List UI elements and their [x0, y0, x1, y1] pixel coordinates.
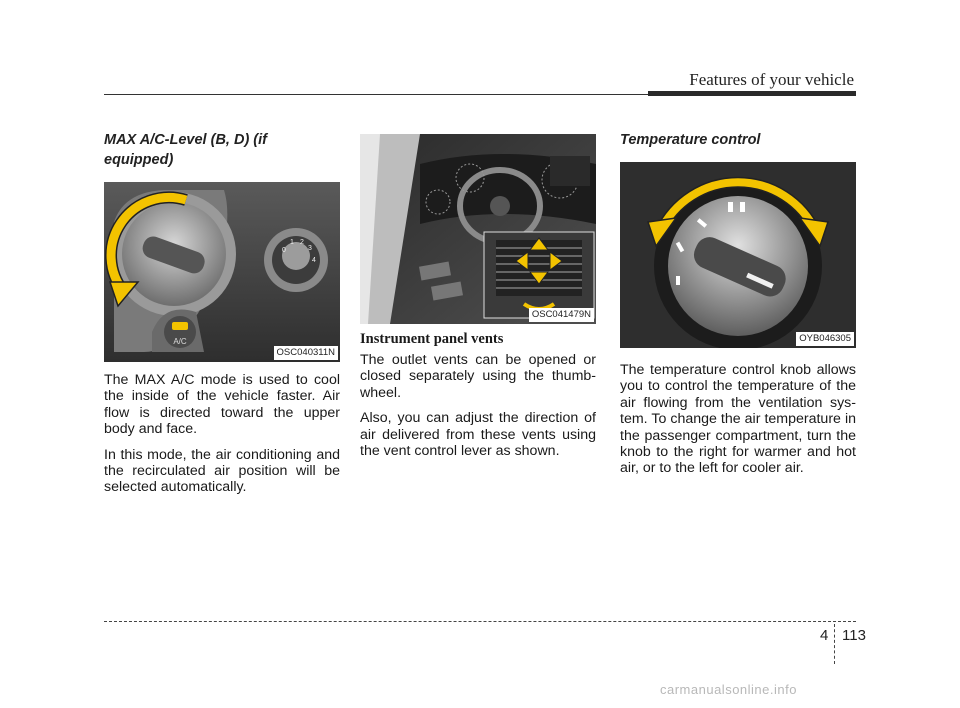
column-max-ac	[104, 130, 340, 496]
dial-number: 1	[290, 239, 294, 246]
dial-number: 2	[300, 239, 304, 246]
column-vents	[360, 134, 596, 459]
footer-rule	[104, 621, 856, 622]
figure-instrument-panel-vents	[360, 134, 596, 324]
temperature-knob-illustration	[620, 162, 856, 348]
paragraph: Also, you can adjust the direction of air delivered from these vents using the vent control lever as shown.	[360, 410, 596, 460]
max-ac-knob-illustration	[104, 182, 340, 362]
section-heading-max-ac: MAX A/C-Level (B, D) (if equipped)	[104, 132, 267, 168]
vents-illustration	[360, 134, 596, 324]
paragraph: The temperature control knob allows you to control the temperature of the air flowing from the ventilation sys-tem. To change the air temperature in the passenger compartment, turn the knob to the right for warmer and hot air, or to the left for cooler air.	[620, 362, 856, 477]
figure-code: OSC041479N	[529, 308, 594, 322]
section-heading-temperature: Temperature control	[620, 132, 761, 148]
figure-code: OSC040311N	[274, 346, 338, 360]
knob-label: A/C	[173, 337, 187, 346]
watermark: carmanualsonline.info	[660, 682, 797, 697]
header-rule-accent	[648, 91, 856, 96]
dial-number: 0	[282, 247, 286, 254]
page-divider	[834, 624, 835, 664]
figure-code: OYB046305	[796, 332, 854, 346]
chapter-number: 4	[820, 627, 829, 644]
figure-temperature-knob	[620, 162, 856, 348]
dial-number: 3	[308, 245, 312, 252]
header-title: Features of your vehicle	[689, 70, 854, 89]
subheading-instrument-panel-vents: Instrument panel vents	[360, 331, 504, 347]
paragraph: The MAX A/C mode is used to cool the inside of the vehicle faster. Air flow is directed toward the upper body and face.	[104, 372, 340, 438]
paragraph: The outlet vents can be opened or closed separately using the thumb-wheel.	[360, 352, 596, 401]
page-number: 113	[842, 627, 866, 644]
dial-number: 4	[312, 257, 316, 264]
figure-max-ac-knob	[104, 182, 340, 362]
column-temperature	[620, 130, 856, 477]
paragraph: In this mode, the air conditioning and the recirculated air position will be selected automatically.	[104, 446, 340, 496]
